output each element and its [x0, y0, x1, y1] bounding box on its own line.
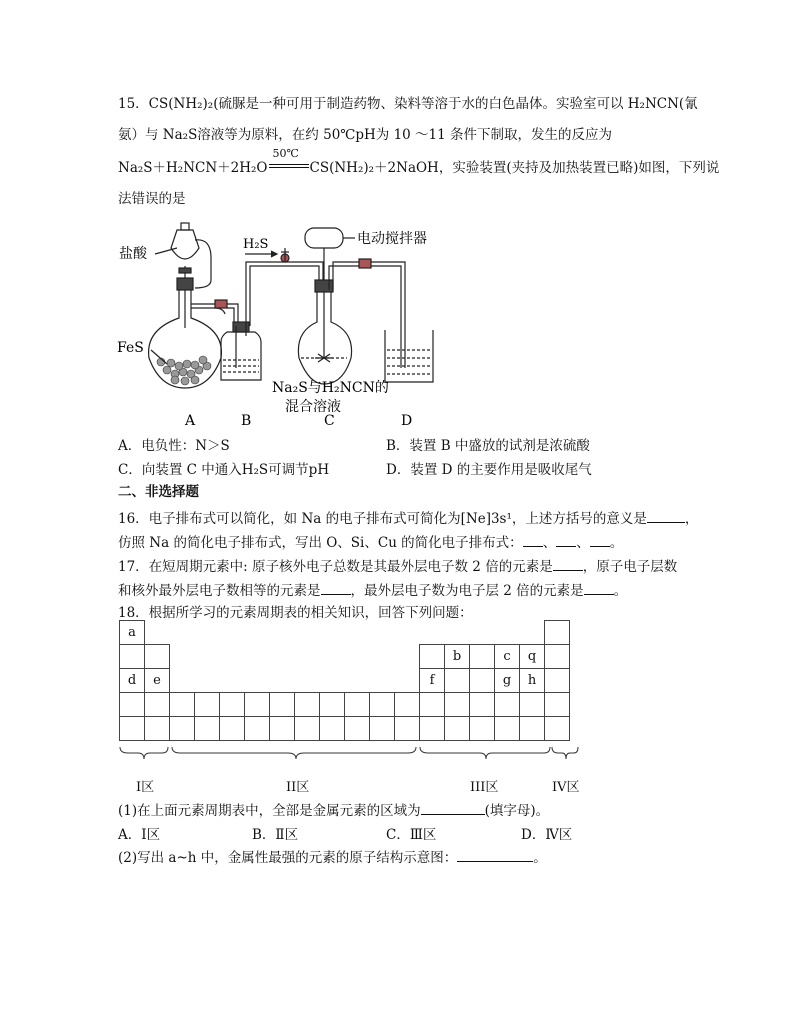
pt-cell — [119, 692, 145, 717]
section-heading: 二、非选择题 — [118, 484, 199, 500]
q15-option-c: C．向装置 C 中通入H₂S可调节pH — [118, 462, 330, 478]
pt-cell — [344, 692, 370, 717]
q18-option-a: A．Ⅰ区 — [118, 827, 161, 843]
q15-option-d: D．装置 D 的主要作用是吸收尾气 — [386, 462, 592, 478]
q17-text1: 17．在短周期元素中: 原子核外电子总数是其最外层电子数 2 倍的元素是 — [118, 559, 553, 575]
pt-cell — [519, 716, 545, 741]
q18-p1-blank — [421, 800, 485, 815]
pt-cell — [419, 716, 445, 741]
flask-c — [298, 292, 351, 384]
pt-cell — [319, 716, 345, 741]
q18-p2-text: (2)写出 a~h 中，金属性最强的元素的原子结构示意图： — [118, 850, 458, 866]
q17-blank-2 — [321, 580, 351, 595]
q18-part1 — [118, 800, 549, 820]
q17-text4: ，最外层电子数为电子层 2 倍的元素是 — [350, 583, 584, 599]
pt-cell — [544, 644, 570, 669]
pt-cell — [369, 716, 395, 741]
pt-cell — [194, 692, 220, 717]
pt-cell-f: f — [419, 668, 445, 693]
q17-end: 。 — [613, 583, 628, 599]
eq-arrow — [268, 147, 310, 172]
q15-equation — [118, 147, 720, 177]
label-b: B — [241, 413, 252, 428]
pt-cell — [444, 668, 470, 693]
q15-option-b: B．装置 B 中盛放的试剂是浓硫酸 — [386, 438, 590, 454]
q16-blank-si — [556, 532, 576, 547]
pt-cell — [169, 692, 195, 717]
fes-granules — [157, 356, 211, 385]
q16-line2 — [118, 532, 623, 552]
eq-left: Na₂S＋H₂NCN＋2H₂O — [118, 160, 268, 176]
pt-cell — [219, 692, 245, 717]
pt-cell — [544, 692, 570, 717]
label-fes: FeS — [117, 340, 144, 356]
pt-cell — [394, 692, 420, 717]
pt-cell — [519, 692, 545, 717]
pt-cell — [144, 692, 170, 717]
pt-cell — [194, 716, 220, 741]
pt-cell — [294, 716, 320, 741]
pt-cell — [319, 692, 345, 717]
pt-cell — [544, 716, 570, 741]
label-c: C — [324, 413, 335, 428]
pt-cell — [119, 644, 145, 669]
pt-cell-c: c — [494, 644, 520, 669]
q17-line1 — [118, 556, 677, 576]
pt-cell-d: d — [119, 668, 145, 693]
pt-cell — [419, 692, 445, 717]
q17-blank-1 — [553, 556, 583, 571]
q18-part2 — [118, 847, 547, 867]
q16-text2: 仿照 Na 的简化电子排布式，写出 O、Si、Cu 的简化电子排布式： — [118, 535, 523, 551]
q18-p1-end: (填字母)。 — [484, 803, 550, 819]
pt-cell-b: b — [444, 644, 470, 669]
q16-comma: ， — [684, 511, 699, 527]
pt-cell — [544, 668, 570, 693]
label-mixture-2: 混合溶液 — [285, 399, 341, 415]
pt-cell-g: g — [494, 668, 520, 693]
bottle-b — [221, 332, 261, 380]
q18-p2-blank — [457, 847, 533, 862]
q15-line1: 15．CS(NH₂)₂(硫脲是一种可用于制造药物、染料等溶于水的白色晶体。实验室可以 H₂NCN(氰 — [118, 96, 698, 112]
eq-right: CS(NH₂)₂＋2NaOH，实验装置(夹持及加热装置已略)如图，下列说 — [309, 160, 720, 176]
pt-cell — [294, 692, 320, 717]
q17-text3: 和核外最外层电子数相等的元素是 — [118, 583, 321, 599]
label-d: D — [401, 413, 413, 428]
pt-cell-q: q — [519, 644, 545, 669]
pt-cell-a: a — [119, 620, 145, 645]
label-a: A — [185, 413, 196, 428]
q16-blank-1 — [647, 508, 685, 523]
q16-text1: 16．电子排布式可以简化，如 Na 的电子排布式可简化为[Ne]3s¹，上述方括号的意义是 — [118, 511, 647, 527]
pt-cell — [144, 644, 170, 669]
label-mixture-1: Na₂S与H₂NCN的 — [272, 380, 389, 396]
pt-cell — [394, 716, 420, 741]
pt-cell — [469, 692, 495, 717]
q17-line2 — [118, 580, 627, 600]
q18-intro: 18．根据所学习的元素周期表的相关知识，回答下列问题： — [118, 605, 473, 621]
q16-blank-cu — [590, 532, 610, 547]
pt-cell-h: h — [519, 668, 545, 693]
label-h2s: H₂S — [243, 237, 269, 252]
pt-cell — [469, 644, 495, 669]
pt-cell — [419, 644, 445, 669]
q15-line2: 氨）与 Na₂S溶液等为原料，在约 50℃pH为 10 ～11 条件下制取，发生的反应为 — [118, 127, 613, 143]
pt-cell — [269, 692, 295, 717]
pt-cell — [444, 716, 470, 741]
label-stirrer: 电动搅拌器 — [357, 231, 427, 247]
q18-option-b: B．Ⅱ区 — [252, 827, 299, 843]
q16-blank-o — [523, 532, 543, 547]
q15-line4: 法错误的是 — [118, 191, 186, 207]
pt-cell — [494, 692, 520, 717]
pt-cell — [469, 716, 495, 741]
apparatus-figure — [115, 218, 475, 428]
label-hcl: 盐酸 — [119, 246, 147, 262]
region-label-4: IV区 — [552, 780, 580, 795]
pt-cell — [269, 716, 295, 741]
q18-p2-end: 。 — [533, 850, 547, 866]
q17-blank-3 — [584, 580, 614, 595]
pt-cell — [494, 716, 520, 741]
q16-sep-1: 、 — [542, 535, 557, 551]
region-label-2: II区 — [286, 780, 310, 795]
pt-cell — [369, 692, 395, 717]
separatory-funnel — [171, 230, 199, 259]
pt-cell — [169, 716, 195, 741]
pt-cell — [469, 668, 495, 693]
pt-cell — [344, 716, 370, 741]
q18-option-c: C．Ⅲ区 — [386, 827, 437, 843]
pt-cell-e: e — [144, 668, 170, 693]
q18-p1-text: (1)在上面元素周期表中，全部是金属元素的区域为 — [118, 803, 421, 819]
pt-cell — [219, 716, 245, 741]
pt-cell — [544, 620, 570, 645]
pt-cell — [444, 692, 470, 717]
pt-cell — [244, 692, 270, 717]
pt-cell — [144, 716, 170, 741]
q15-option-a: A．电负性：N＞S — [118, 438, 230, 454]
pt-cell — [244, 716, 270, 741]
region-braces — [118, 745, 588, 765]
pt-cell — [119, 716, 145, 741]
q16-end: 。 — [609, 535, 624, 551]
q18-option-d: D．Ⅳ区 — [521, 827, 573, 843]
q17-text2: ，原子电子层数 — [582, 559, 678, 575]
eq-condition: 50℃ — [272, 147, 299, 160]
region-label-1: I区 — [136, 780, 155, 795]
q16-line1 — [118, 508, 698, 528]
q16-sep-2: 、 — [576, 535, 590, 551]
region-label-3: III区 — [470, 780, 499, 795]
stirrer-motor — [305, 228, 343, 248]
